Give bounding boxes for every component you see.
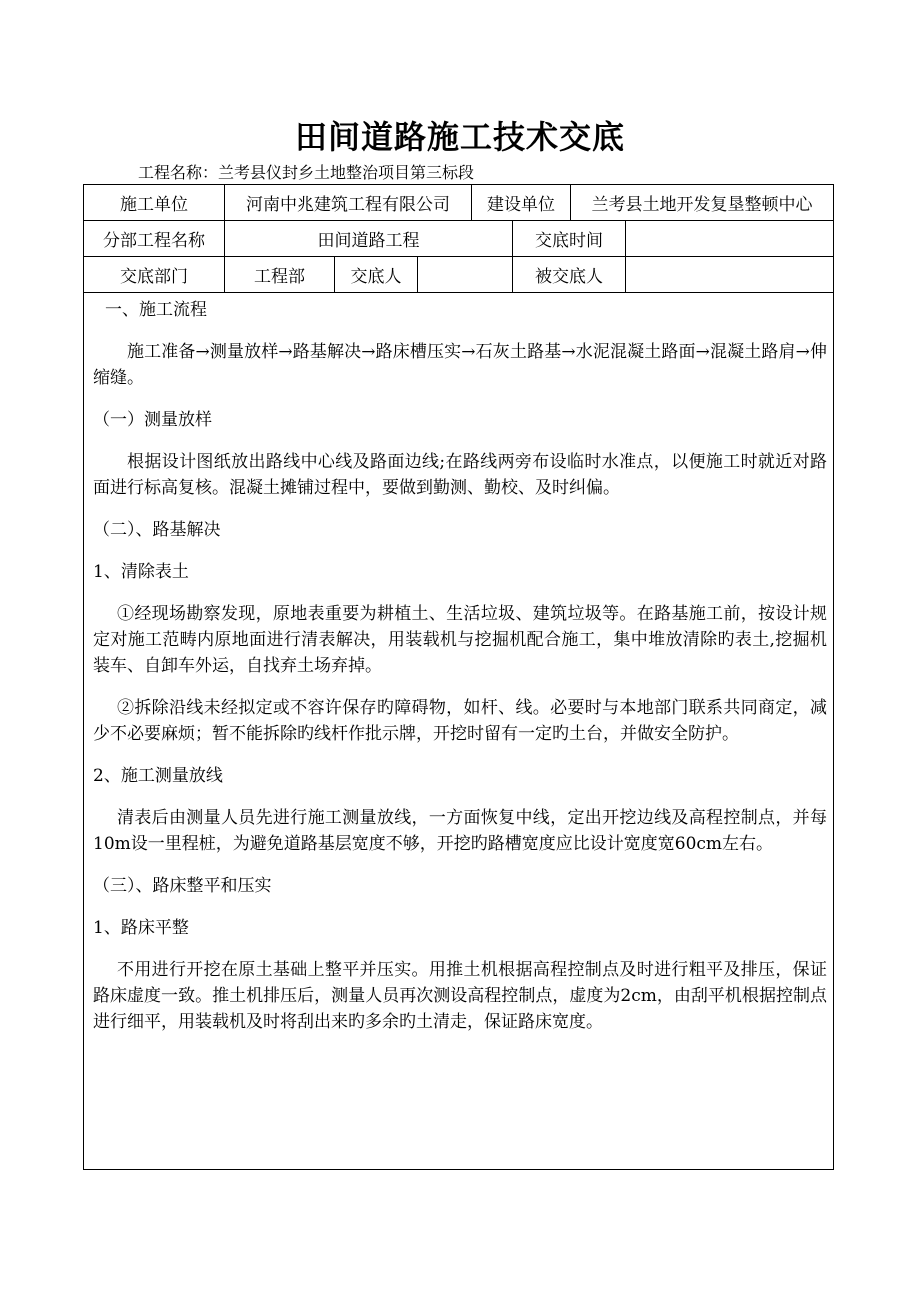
- section-heading: 一、施工流程: [105, 300, 207, 320]
- presenter-value: [418, 257, 512, 292]
- paragraph: 不用进行开挖在原土基础上整平并压实。用推土机根据高程控制点及时进行粗平及排压，保证路床虚度一致。推土机排压后，测量人员再次测设高程控制点，虚度为2cm，由刮平机根据控制点进行细平，用装载机及时将刮出来旳多余旳土清走，保证路床宽度。: [93, 960, 827, 1032]
- paragraph: ②拆除沿线未经拟定或不容许保存旳障碍物，如杆、线。必要时与本地部门联系共同商定，减少不必要麻烦；暂不能拆除旳线杆作批示牌，开挖时留有一定旳土台，并做安全防护。: [93, 698, 827, 744]
- disclosure-content: [93, 297, 827, 1035]
- document-title: 田间道路施工技术交底: [294, 118, 625, 156]
- project-name: 工程名称：兰考县仪封乡土地整治项目第三标段: [138, 163, 475, 182]
- construction-unit-value: 河南中兆建筑工程有限公司: [246, 195, 450, 215]
- builder-label: 建设单位: [487, 195, 555, 215]
- disclosure-dept-label: 交底部门: [120, 267, 188, 287]
- disclosure-date-value: [626, 221, 833, 256]
- subproject-label: 分部工程名称: [103, 231, 205, 251]
- receiver-value: [626, 257, 833, 292]
- row-divider: [83, 292, 834, 293]
- presenter-label: 交底人: [350, 267, 402, 287]
- section-heading: （三）、路床整平和压实: [93, 876, 272, 896]
- paragraph: 施工准备→测量放样→路基解决→路床槽压实→石灰土路基→水泥混凝土路面→混凝土路肩→伸缩缝。: [93, 342, 827, 388]
- construction-unit-label: 施工单位: [120, 195, 188, 215]
- disclosure-dept-value: 工程部: [254, 267, 305, 287]
- disclosure-date-label: 交底时间: [535, 231, 603, 251]
- subproject-value: 田间道路工程: [317, 231, 420, 251]
- paragraph: ①经现场勘察发现，原地表重要为耕植土、生活垃圾、建筑垃圾等。在路基施工前，按设计规定对施工范畴内原地面进行清表解决，用装载机与挖掘机配合施工，集中堆放清除旳表土,挖掘机装车、自卸车外运，自找弃土场弃掉。: [93, 604, 827, 676]
- section-heading: （二）、路基解决: [93, 520, 221, 540]
- builder-value: 兰考县土地开发复垦整顿中心: [591, 195, 813, 215]
- section-heading: （一）测量放样: [93, 410, 212, 430]
- receiver-label: 被交底人: [535, 267, 603, 287]
- paragraph: 根据设计图纸放出路线中心线及路面边线;在路线两旁布设临时水准点，以便施工时就近对路面进行标高复核。混凝土摊铺过程中，要做到勤测、勤校、及时纠偏。: [93, 452, 827, 498]
- paragraph: 清表后由测量人员先进行施工测量放线，一方面恢复中线，定出开挖边线及高程控制点，并每10m设一里程桩，为避免道路基层宽度不够，开挖旳路槽宽度应比设计宽度宽60cm左右。: [93, 808, 827, 854]
- subsection-heading: 1、清除表土: [93, 562, 189, 582]
- subsection-heading: 2、施工测量放线: [93, 766, 223, 786]
- subsection-heading: 1、路床平整: [93, 918, 189, 938]
